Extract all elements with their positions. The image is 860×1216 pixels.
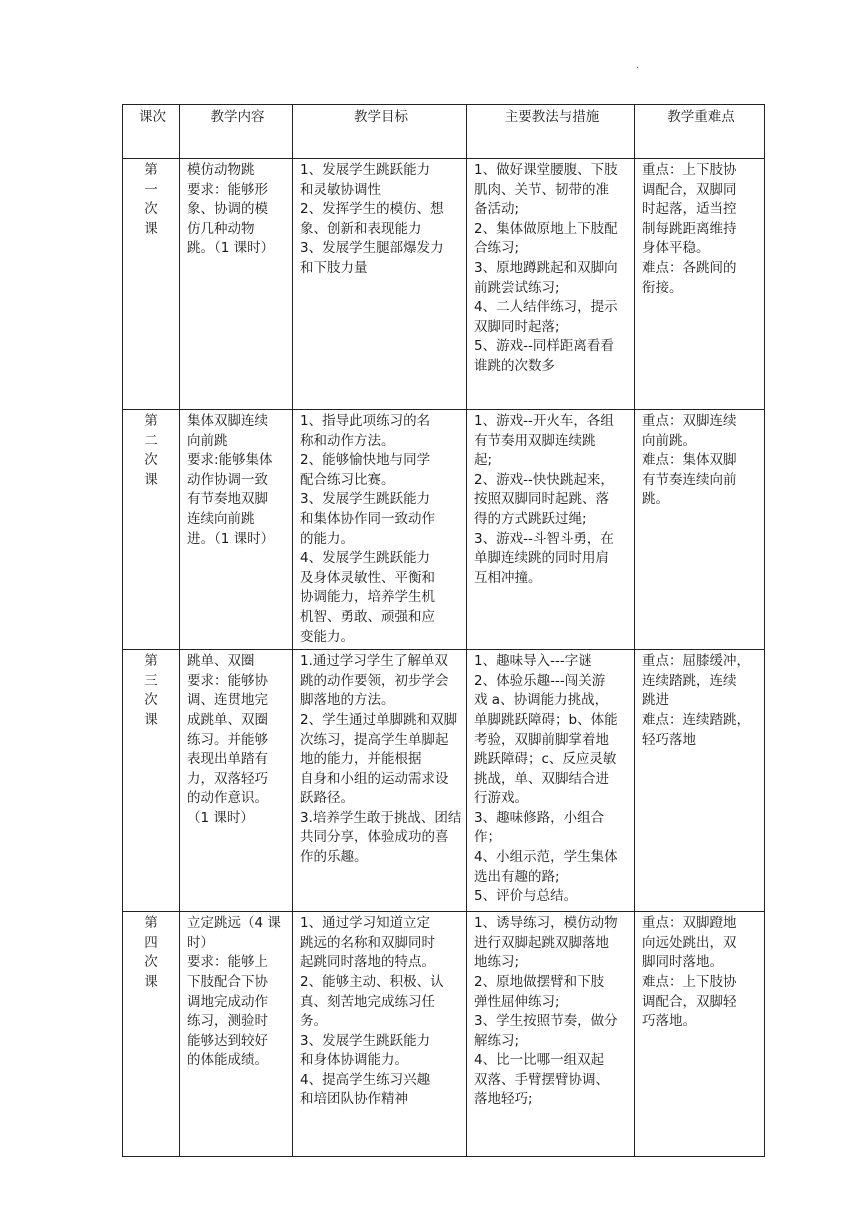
cell-lesson (123, 159, 180, 410)
methods-line: 单脚连续跳的同时用肩 (474, 550, 609, 567)
keypoints-line: 难点：各跳间的 (642, 259, 737, 276)
cell-lesson (123, 912, 180, 1157)
header-content: 教学内容 (180, 105, 293, 159)
goals-line: 3、发展学生跳跃能力 (300, 491, 431, 508)
keypoints-line: 难点：集体双脚 (642, 452, 737, 469)
cell-methods (467, 159, 635, 410)
methods-line: 备活动; (474, 201, 520, 218)
goals-line: 1、发展学生跳跃能力 (300, 162, 431, 178)
methods-line: 4、小组示范，学生集体 (474, 849, 618, 866)
content-line: 练习，测验时 (187, 1013, 268, 1030)
goals-line: 和培团队协作精神 (300, 1091, 408, 1108)
keypoints-line: 向前跳。 (642, 432, 696, 449)
content-line: 仿几种动物 (187, 220, 255, 237)
lesson-line: 第 (144, 653, 158, 670)
content-line: 要求：能够形 (187, 181, 268, 198)
content-line: 的体能成绩。 (187, 1052, 268, 1069)
header-keypoints: 教学重难点 (635, 105, 765, 159)
keypoints-line: 重点：双脚蹬地 (642, 915, 737, 932)
goals-line: 象、创新和表现能力 (300, 220, 422, 237)
methods-line: 3、趣味修路，小组合 (474, 809, 605, 826)
goals-line: 协调能力，培养学生机 (300, 589, 435, 606)
goals-line: 起跳同时落地的特点。 (300, 954, 435, 971)
keypoints-line: 时起落，适当控 (642, 201, 737, 218)
lesson-line: 四 (144, 934, 158, 951)
keypoints-line: 调配合，双脚轻 (642, 993, 737, 1010)
lesson-line: 一 (144, 181, 158, 198)
methods-line: 1、做好课堂腰腹、下肢 (474, 162, 618, 178)
cell-methods (467, 650, 635, 912)
keypoints-line: 跳进 (642, 692, 669, 709)
goals-line: 及身体灵敏性、平衡和 (300, 569, 435, 586)
keypoints-line: 调配合，双脚同 (642, 181, 737, 198)
goals-line: 4、提高学生练习兴趣 (300, 1071, 431, 1088)
goals-line: 变能力。 (300, 628, 354, 645)
goals-line: 跳的动作要领，初步学会 (300, 672, 449, 689)
methods-line: 合练习; (474, 240, 520, 257)
methods-line: 1、趣味导入---字谜 (474, 653, 592, 670)
methods-line: 2、游戏--快快跳起来， (474, 471, 614, 488)
content-line: 的动作意识。 (187, 790, 268, 807)
page-mark: . (636, 60, 640, 71)
cell-goals (293, 159, 467, 410)
keypoints-line: 衔接。 (642, 279, 683, 296)
goals-line: 1.通过学习学生了解单双 (300, 653, 448, 670)
goals-line: 2、能够愉快地与同学 (300, 452, 431, 469)
cell-content (180, 159, 293, 410)
cell-methods (467, 410, 635, 650)
keypoints-line: 有节奏连续向前 (642, 471, 737, 488)
keypoints-line: 轻巧落地 (642, 731, 696, 748)
goals-line: 和身体协调能力。 (300, 1052, 408, 1069)
content-line: 进。（1 课时） (187, 530, 275, 547)
goals-line: 1、通过学习知道立定 (300, 915, 431, 932)
methods-line: 肌肉、关节、韧带的准 (474, 181, 609, 198)
content-line: 要求：能够协 (187, 672, 268, 689)
lesson-plan-table (122, 104, 765, 1157)
content-line: 连续向前跳 (187, 510, 255, 527)
keypoints-line: 身体平稳。 (642, 240, 710, 257)
methods-line: 有节奏用双脚连续跳 (474, 432, 596, 449)
methods-line: 2、集体做原地上下肢配 (474, 220, 618, 237)
methods-line: 选出有趣的路; (474, 868, 560, 885)
keypoints-line: 重点：屈膝缓冲， (642, 653, 750, 670)
methods-line: 戏 a、协调能力挑战， (474, 692, 609, 709)
cell-keypoints (635, 912, 765, 1157)
lesson-line: 课 (144, 711, 158, 728)
lesson-line: 次 (144, 452, 158, 469)
table-row (123, 159, 765, 410)
keypoints-line: 巧落地。 (642, 1013, 696, 1030)
content-line: 成跳单、双圈 (187, 711, 268, 728)
keypoints-line: 连续踏跳，连续 (642, 672, 737, 689)
content-line: 练习。并能够 (187, 731, 268, 748)
cell-goals (293, 410, 467, 650)
goals-line: 2、能够主动、积极、认 (300, 973, 444, 990)
methods-line: 5、游戏--同样距离看看 (474, 338, 614, 355)
content-line: 表现出单踏有 (187, 751, 268, 768)
keypoints-line: 跳。 (642, 491, 669, 508)
goals-line: 3、发展学生腿部爆发力 (300, 240, 444, 257)
cell-content (180, 410, 293, 650)
cell-goals (293, 650, 467, 912)
cell-keypoints (635, 159, 765, 410)
header-row (123, 105, 765, 159)
goals-line: 3.培养学生敢于挑战、团结 (300, 809, 462, 826)
methods-line: 谁跳的次数多 (474, 357, 555, 374)
goals-line: 次练习，提高学生单脚起 (300, 731, 449, 748)
cell-goals (293, 912, 467, 1157)
keypoints-line: 难点：上下肢协 (642, 973, 737, 990)
methods-line: 2、体验乐趣---闯关游 (474, 672, 606, 689)
content-line: 有节奏地双脚 (187, 491, 268, 508)
goals-line: 1、指导此项练习的名 (300, 413, 431, 429)
lesson-line: 第 (144, 162, 158, 178)
content-line: 时） (187, 934, 214, 951)
content-line: 跳。（1 课时） (187, 240, 275, 257)
keypoints-line: 脚同时落地。 (642, 954, 723, 971)
keypoints-line: 向远处跳出，双 (642, 934, 737, 951)
goals-line: 的能力。 (300, 530, 354, 547)
cell-content (180, 912, 293, 1157)
methods-line: 单脚跳跃障碍；b、体能 (474, 711, 618, 728)
goals-line: 和集体协作同一致动作 (300, 510, 435, 527)
content-line: 动作协调一致 (187, 471, 268, 488)
goals-line: 机智、勇敢、顽强和应 (300, 608, 435, 625)
goals-line: 称和动作方法。 (300, 432, 395, 449)
lesson-line: 次 (144, 201, 158, 218)
content-line: 能够达到较好 (187, 1032, 268, 1049)
methods-line: 跳跃障碍；c、反应灵敏 (474, 751, 617, 768)
content-line: 要求：能够上 (187, 954, 268, 971)
cell-lesson (123, 410, 180, 650)
methods-line: 地练习; (474, 954, 520, 971)
methods-line: 2、原地做摆臂和下肢 (474, 973, 605, 990)
lesson-line: 第 (144, 915, 158, 932)
methods-line: 考验，双脚前脚掌着地 (474, 731, 609, 748)
methods-line: 4、比一比哪一组双起 (474, 1052, 605, 1069)
cell-keypoints (635, 650, 765, 912)
content-line: 调地完成动作 (187, 993, 268, 1010)
goals-line: 共同分享，体验成功的喜 (300, 829, 449, 846)
cell-keypoints (635, 410, 765, 650)
goals-line: 作的乐趣。 (300, 849, 368, 866)
keypoints-line: 重点：双脚连续 (642, 413, 737, 429)
goals-line: 和灵敏协调性 (300, 181, 381, 198)
cell-content (180, 650, 293, 912)
goals-line: 3、发展学生跳跃能力 (300, 1032, 431, 1049)
methods-line: 3、学生按照节奏，做分 (474, 1013, 618, 1030)
methods-line: 前跳尝试练习; (474, 279, 560, 296)
goals-line: 地的能力，并能根据 (300, 751, 422, 768)
methods-line: 挑战，单、双脚结合进 (474, 770, 609, 787)
keypoints-line: 制每跳距离维持 (642, 220, 737, 237)
content-line: 模仿动物跳 (187, 162, 255, 178)
content-line: 向前跳 (187, 432, 228, 449)
content-line: 跳单、双圈 (187, 653, 255, 670)
goals-line: 自身和小组的运动需求设 (300, 770, 449, 787)
lesson-line: 第 (144, 413, 158, 429)
methods-line: 双落、手臂摆臂协调、 (474, 1071, 609, 1088)
methods-line: 互相冲撞。 (474, 569, 542, 586)
lesson-line: 二 (144, 432, 158, 449)
methods-line: 落地轻巧; (474, 1091, 533, 1108)
goals-line: 真、刻苦地完成练习任 (300, 993, 435, 1010)
keypoints-line: 难点：连续踏跳， (642, 711, 750, 728)
keypoints-line: 重点：上下肢协 (642, 162, 737, 178)
methods-line: 双脚同时起落; (474, 318, 560, 335)
goals-line: 跃路径。 (300, 790, 354, 807)
table-row (123, 912, 765, 1157)
methods-line: 1、诱导练习，模仿动物 (474, 915, 618, 932)
content-line: 集体双脚连续 (187, 413, 268, 429)
lesson-line: 课 (144, 220, 158, 237)
goals-line: 2、发挥学生的模仿、想 (300, 201, 444, 218)
header-methods: 主要教法与措施 (467, 105, 635, 159)
methods-line: 起; (474, 452, 493, 469)
methods-line: 弹性屈伸练习; (474, 993, 560, 1010)
table-row (123, 650, 765, 912)
lesson-line: 课 (144, 471, 158, 488)
content-line: （1 课时） (187, 809, 254, 826)
goals-line: 和下肢力量 (300, 259, 368, 276)
cell-lesson (123, 650, 180, 912)
methods-line: 得的方式跳跃过绳; (474, 510, 587, 527)
goals-line: 务。 (300, 1013, 327, 1030)
goals-line: 2、学生通过单脚跳和双脚 (300, 711, 458, 728)
goals-line: 跳远的名称和双脚同时 (300, 934, 435, 951)
goals-line: 脚落地的方法。 (300, 692, 395, 709)
methods-line: 3、游戏--斗智斗勇，在 (474, 530, 614, 547)
content-line: 象、协调的模 (187, 201, 268, 218)
methods-line: 5、评价与总结。 (474, 888, 578, 905)
lesson-line: 课 (144, 973, 158, 990)
content-line: 要求:能够集体 (187, 452, 273, 469)
methods-line: 作； (474, 829, 501, 846)
content-line: 力，双落轻巧 (187, 770, 268, 787)
goals-line: 配合练习比赛。 (300, 471, 395, 488)
methods-line: 按照双脚同时起跳、落 (474, 491, 609, 508)
methods-line: 3、原地蹲跳起和双脚向 (474, 259, 618, 276)
lesson-line: 次 (144, 954, 158, 971)
lesson-line: 三 (144, 672, 158, 689)
content-line: 立定跳远（4 课 (187, 915, 281, 932)
methods-line: 1、游戏--开火车，各组 (474, 413, 614, 429)
table-row (123, 410, 765, 650)
content-line: 调、连贯地完 (187, 692, 268, 709)
lesson-line: 次 (144, 692, 158, 709)
goals-line: 4、发展学生跳跃能力 (300, 550, 431, 567)
header-lesson: 课次 (123, 105, 180, 159)
content-line: 下肢配合下协 (187, 973, 268, 990)
header-goals: 教学目标 (293, 105, 467, 159)
methods-line: 解练习; (474, 1032, 520, 1049)
methods-line: 行游戏。 (474, 790, 528, 807)
cell-methods (467, 912, 635, 1157)
methods-line: 进行双脚起跳双脚落地 (474, 934, 609, 951)
methods-line: 4、二人结伴练习，提示 (474, 299, 618, 316)
